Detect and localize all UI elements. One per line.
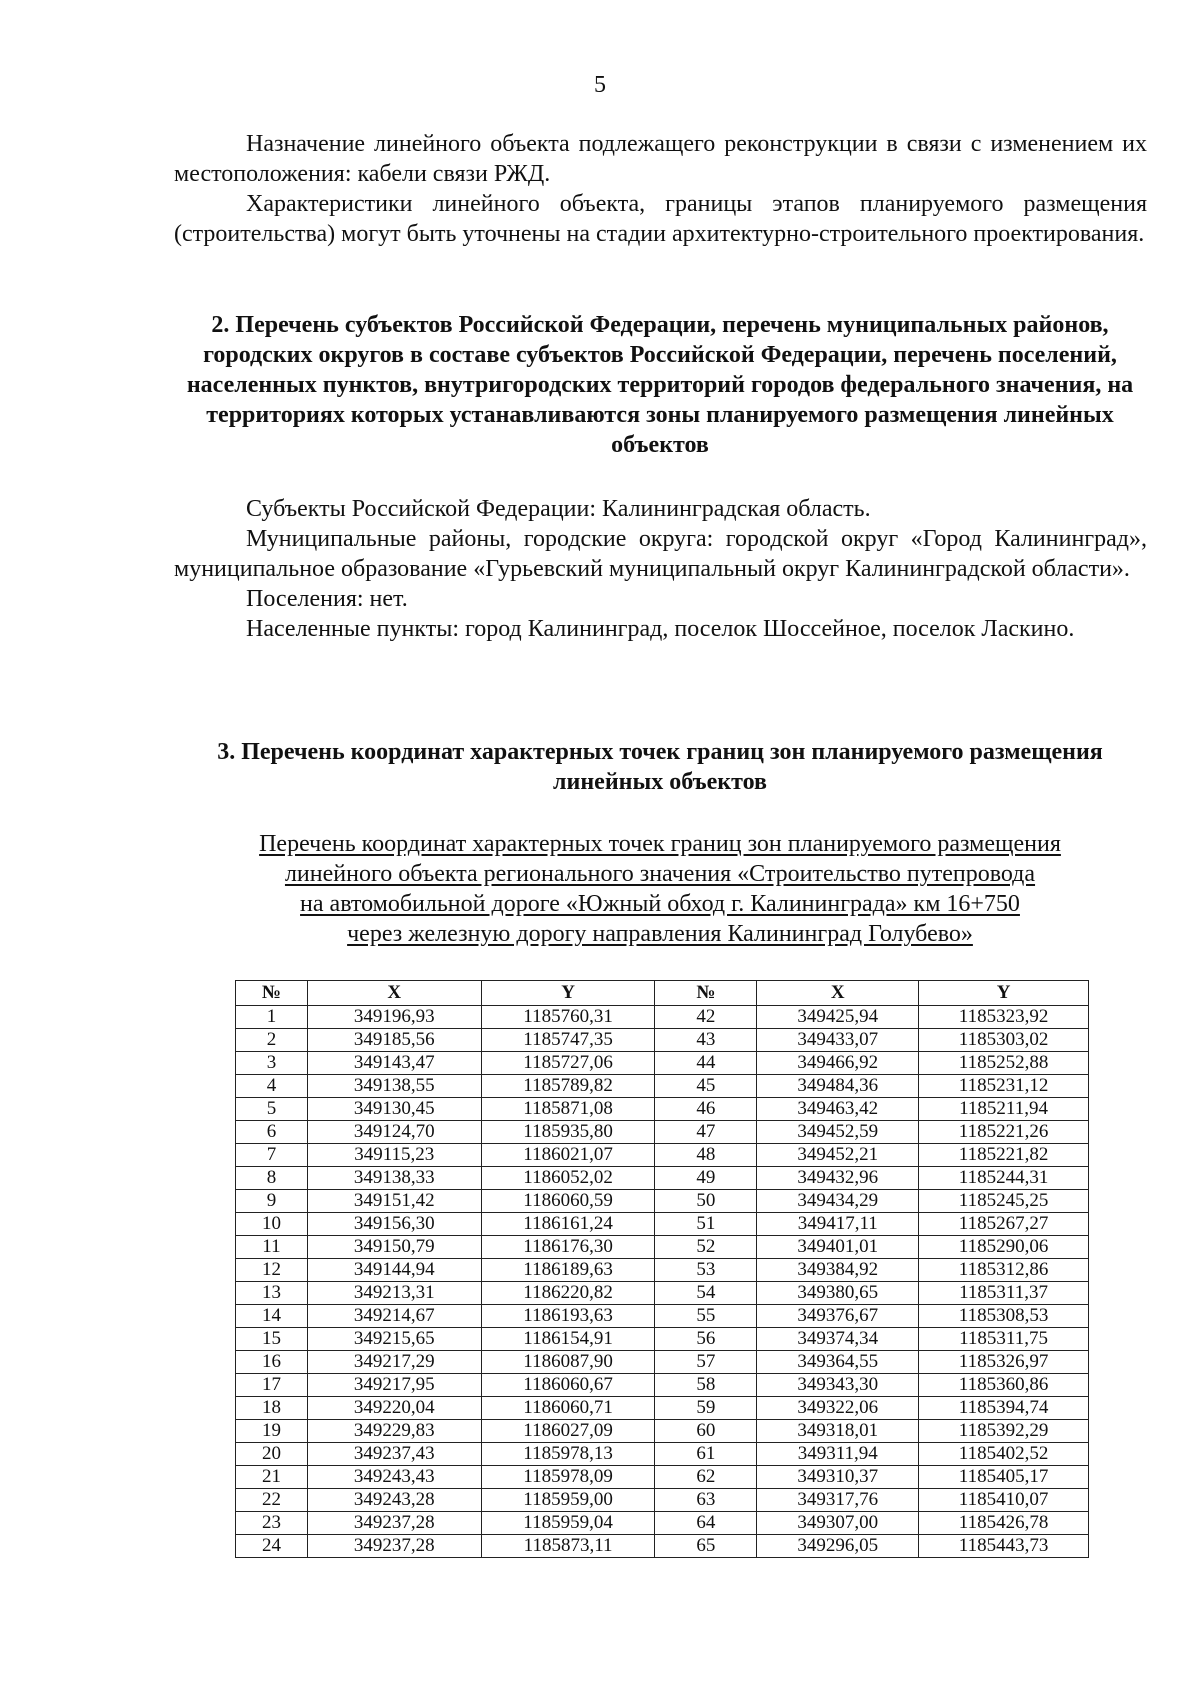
point-number: 56 — [655, 1328, 757, 1351]
coord-x: 349151,42 — [307, 1190, 481, 1213]
coord-y: 1185747,35 — [481, 1029, 655, 1052]
coord-y: 1185392,29 — [919, 1420, 1089, 1443]
coord-x: 349434,29 — [757, 1190, 919, 1213]
point-number: 58 — [655, 1374, 757, 1397]
point-number: 24 — [236, 1535, 308, 1558]
point-number: 10 — [236, 1213, 308, 1236]
point-number: 51 — [655, 1213, 757, 1236]
point-number: 6 — [236, 1121, 308, 1144]
coord-x: 349156,30 — [307, 1213, 481, 1236]
coord-x: 349432,96 — [757, 1167, 919, 1190]
table-caption — [150, 829, 1170, 949]
point-number: 3 — [236, 1052, 308, 1075]
section-2-body — [174, 494, 1147, 644]
coord-y: 1185308,53 — [919, 1305, 1089, 1328]
coord-x: 349343,30 — [757, 1374, 919, 1397]
coord-y: 1185311,37 — [919, 1282, 1089, 1305]
section-2-paragraph: Субъекты Российской Федерации: Калининградская область. — [246, 496, 871, 522]
point-number: 61 — [655, 1443, 757, 1466]
coord-x: 349384,92 — [757, 1259, 919, 1282]
caption-line: на автомобильной дороге «Южный обход г. Калининграда» км 16+750 — [300, 891, 1020, 917]
intro-block — [174, 129, 1147, 249]
page-number: 5 — [594, 72, 606, 98]
coord-y: 1186027,09 — [481, 1420, 655, 1443]
point-number: 45 — [655, 1075, 757, 1098]
section-3-title: 3. Перечень координат характерных точек границ зон планируемого размещения линейных объектов — [217, 739, 1103, 795]
coord-x: 349185,56 — [307, 1029, 481, 1052]
caption-line: через железную дорогу направления Калининград Голубево» — [347, 921, 973, 947]
coord-y: 1185360,86 — [919, 1374, 1089, 1397]
point-number: 63 — [655, 1489, 757, 1512]
coord-y: 1185402,52 — [919, 1443, 1089, 1466]
coord-y: 1185760,31 — [481, 1006, 655, 1029]
coord-y: 1185312,86 — [919, 1259, 1089, 1282]
coord-y: 1185267,27 — [919, 1213, 1089, 1236]
coordinates-table — [235, 980, 1089, 1558]
coord-x: 349317,76 — [757, 1489, 919, 1512]
coord-x: 349425,94 — [757, 1006, 919, 1029]
table-row — [236, 1167, 1089, 1190]
intro-paragraph: Назначение линейного объекта подлежащего реконструкции в связи с изменением их местоположения: кабели связи РЖД. — [174, 131, 1147, 187]
coord-x: 349138,33 — [307, 1167, 481, 1190]
coord-x: 349150,79 — [307, 1236, 481, 1259]
coord-y: 1185959,00 — [481, 1489, 655, 1512]
caption-line: Перечень координат характерных точек границ зон планируемого размещения — [259, 831, 1061, 857]
section-2-paragraph: Муниципальные районы, городские округа: городской округ «Город Калининград», муниципальное образование «Гурьевский муниципальный округ Калининградской области». — [174, 526, 1147, 582]
coord-x: 349229,83 — [307, 1420, 481, 1443]
point-number: 19 — [236, 1420, 308, 1443]
coord-y: 1185978,13 — [481, 1443, 655, 1466]
point-number: 60 — [655, 1420, 757, 1443]
section-2-heading — [160, 310, 1160, 460]
coord-x: 349380,65 — [757, 1282, 919, 1305]
coord-y: 1185326,97 — [919, 1351, 1089, 1374]
coord-y: 1186154,91 — [481, 1328, 655, 1351]
coord-x: 349243,43 — [307, 1466, 481, 1489]
point-number: 54 — [655, 1282, 757, 1305]
point-number: 9 — [236, 1190, 308, 1213]
coord-x: 349401,01 — [757, 1236, 919, 1259]
coord-y: 1185211,94 — [919, 1098, 1089, 1121]
table-body — [236, 1006, 1089, 1558]
point-number: 1 — [236, 1006, 308, 1029]
coord-y: 1185394,74 — [919, 1397, 1089, 1420]
point-number: 8 — [236, 1167, 308, 1190]
coord-x: 349237,43 — [307, 1443, 481, 1466]
caption-line: линейного объекта регионального значения «Строительство путепровода — [284, 861, 1036, 887]
table-row — [236, 1236, 1089, 1259]
point-number: 49 — [655, 1167, 757, 1190]
table-row — [236, 1144, 1089, 1167]
table-row — [236, 1397, 1089, 1420]
header-number: № — [655, 981, 757, 1006]
coord-x: 349196,93 — [307, 1006, 481, 1029]
coord-y: 1185789,82 — [481, 1075, 655, 1098]
point-number: 17 — [236, 1374, 308, 1397]
section-2-paragraph: Населенные пункты: город Калининград, поселок Шоссейное, поселок Ласкино. — [246, 616, 1075, 642]
coord-y: 1186161,24 — [481, 1213, 655, 1236]
coord-y: 1186060,59 — [481, 1190, 655, 1213]
table-row — [236, 1098, 1089, 1121]
coord-y: 1185231,12 — [919, 1075, 1089, 1098]
coord-y: 1185323,92 — [919, 1006, 1089, 1029]
coord-x: 349217,29 — [307, 1351, 481, 1374]
coord-x: 349318,01 — [757, 1420, 919, 1443]
coord-x: 349138,55 — [307, 1075, 481, 1098]
coord-y: 1185410,07 — [919, 1489, 1089, 1512]
coord-y: 1185405,17 — [919, 1466, 1089, 1489]
coord-y: 1185252,88 — [919, 1052, 1089, 1075]
table-row — [236, 1466, 1089, 1489]
intro-paragraph: Характеристики линейного объекта, границы этапов планируемого размещения (строительства) могут быть уточнены на стадии архитектурно-строительного проектирования. — [174, 191, 1147, 247]
table-row — [236, 1052, 1089, 1075]
point-number: 64 — [655, 1512, 757, 1535]
coord-x: 349143,47 — [307, 1052, 481, 1075]
coord-y: 1185426,78 — [919, 1512, 1089, 1535]
coord-y: 1186220,82 — [481, 1282, 655, 1305]
coord-x: 349144,94 — [307, 1259, 481, 1282]
section-3-heading — [160, 737, 1160, 797]
point-number: 13 — [236, 1282, 308, 1305]
coord-x: 349215,65 — [307, 1328, 481, 1351]
point-number: 62 — [655, 1466, 757, 1489]
table-row — [236, 1328, 1089, 1351]
coord-y: 1185245,25 — [919, 1190, 1089, 1213]
coord-y: 1185221,26 — [919, 1121, 1089, 1144]
coord-y: 1185303,02 — [919, 1029, 1089, 1052]
coord-y: 1186189,63 — [481, 1259, 655, 1282]
point-number: 50 — [655, 1190, 757, 1213]
coord-y: 1185311,75 — [919, 1328, 1089, 1351]
point-number: 48 — [655, 1144, 757, 1167]
point-number: 65 — [655, 1535, 757, 1558]
header-x: X — [757, 981, 919, 1006]
table-row — [236, 1420, 1089, 1443]
table-row — [236, 1259, 1089, 1282]
coord-x: 349310,37 — [757, 1466, 919, 1489]
coord-y: 1186052,02 — [481, 1167, 655, 1190]
table-row — [236, 1213, 1089, 1236]
point-number: 15 — [236, 1328, 308, 1351]
point-number: 20 — [236, 1443, 308, 1466]
coord-x: 349322,06 — [757, 1397, 919, 1420]
point-number: 42 — [655, 1006, 757, 1029]
coord-x: 349214,67 — [307, 1305, 481, 1328]
coord-x: 349130,45 — [307, 1098, 481, 1121]
coord-x: 349237,28 — [307, 1535, 481, 1558]
point-number: 22 — [236, 1489, 308, 1512]
coord-x: 349307,00 — [757, 1512, 919, 1535]
section-2-title: 2. Перечень субъектов Российской Федерации, перечень муниципальных районов, городских округов в составе субъектов Российской Федерации, перечень поселений, населенных пунктов, внутригородских территорий городов федерального значения, на территориях которых устанавливаются зоны планируемого размещения линейных объектов — [186, 312, 1134, 458]
point-number: 52 — [655, 1236, 757, 1259]
table-row — [236, 1006, 1089, 1029]
table-header-row — [236, 981, 1089, 1006]
table-row — [236, 1282, 1089, 1305]
point-number: 12 — [236, 1259, 308, 1282]
coord-y: 1185290,06 — [919, 1236, 1089, 1259]
coord-x: 349217,95 — [307, 1374, 481, 1397]
coord-y: 1186087,90 — [481, 1351, 655, 1374]
point-number: 53 — [655, 1259, 757, 1282]
coord-y: 1185443,73 — [919, 1535, 1089, 1558]
point-number: 46 — [655, 1098, 757, 1121]
point-number: 2 — [236, 1029, 308, 1052]
header-number: № — [236, 981, 308, 1006]
table-row — [236, 1535, 1089, 1558]
point-number: 44 — [655, 1052, 757, 1075]
point-number: 23 — [236, 1512, 308, 1535]
point-number: 43 — [655, 1029, 757, 1052]
point-number: 57 — [655, 1351, 757, 1374]
point-number: 5 — [236, 1098, 308, 1121]
coord-x: 349484,36 — [757, 1075, 919, 1098]
coord-x: 349115,23 — [307, 1144, 481, 1167]
table-row — [236, 1305, 1089, 1328]
coord-x: 349243,28 — [307, 1489, 481, 1512]
coord-x: 349376,67 — [757, 1305, 919, 1328]
coord-x: 349463,42 — [757, 1098, 919, 1121]
table-row — [236, 1351, 1089, 1374]
coord-x: 349237,28 — [307, 1512, 481, 1535]
table-row — [236, 1029, 1089, 1052]
coord-x: 349311,94 — [757, 1443, 919, 1466]
coord-y: 1185873,11 — [481, 1535, 655, 1558]
coord-x: 349364,55 — [757, 1351, 919, 1374]
coord-y: 1186060,67 — [481, 1374, 655, 1397]
table-row — [236, 1374, 1089, 1397]
coord-y: 1186176,30 — [481, 1236, 655, 1259]
point-number: 16 — [236, 1351, 308, 1374]
table-row — [236, 1121, 1089, 1144]
coord-y: 1185959,04 — [481, 1512, 655, 1535]
header-y: Y — [481, 981, 655, 1006]
point-number: 4 — [236, 1075, 308, 1098]
point-number: 47 — [655, 1121, 757, 1144]
coord-y: 1185935,80 — [481, 1121, 655, 1144]
coord-y: 1185727,06 — [481, 1052, 655, 1075]
point-number: 7 — [236, 1144, 308, 1167]
coord-y: 1185244,31 — [919, 1167, 1089, 1190]
header-y: Y — [919, 981, 1089, 1006]
point-number: 59 — [655, 1397, 757, 1420]
coord-x: 349452,59 — [757, 1121, 919, 1144]
coord-x: 349124,70 — [307, 1121, 481, 1144]
coord-x: 349213,31 — [307, 1282, 481, 1305]
point-number: 18 — [236, 1397, 308, 1420]
coord-x: 349220,04 — [307, 1397, 481, 1420]
table-row — [236, 1512, 1089, 1535]
point-number: 14 — [236, 1305, 308, 1328]
table-row — [236, 1489, 1089, 1512]
point-number: 21 — [236, 1466, 308, 1489]
coord-x: 349374,34 — [757, 1328, 919, 1351]
coord-x: 349296,05 — [757, 1535, 919, 1558]
coord-y: 1185221,82 — [919, 1144, 1089, 1167]
table-row — [236, 1443, 1089, 1466]
coord-y: 1185871,08 — [481, 1098, 655, 1121]
point-number: 11 — [236, 1236, 308, 1259]
header-x: X — [307, 981, 481, 1006]
coord-y: 1185978,09 — [481, 1466, 655, 1489]
coord-x: 349433,07 — [757, 1029, 919, 1052]
point-number: 55 — [655, 1305, 757, 1328]
coord-y: 1186021,07 — [481, 1144, 655, 1167]
table-row — [236, 1190, 1089, 1213]
table-row — [236, 1075, 1089, 1098]
coord-x: 349452,21 — [757, 1144, 919, 1167]
section-2-paragraph: Поселения: нет. — [246, 586, 408, 612]
coord-y: 1186193,63 — [481, 1305, 655, 1328]
coord-x: 349417,11 — [757, 1213, 919, 1236]
coord-x: 349466,92 — [757, 1052, 919, 1075]
coord-y: 1186060,71 — [481, 1397, 655, 1420]
